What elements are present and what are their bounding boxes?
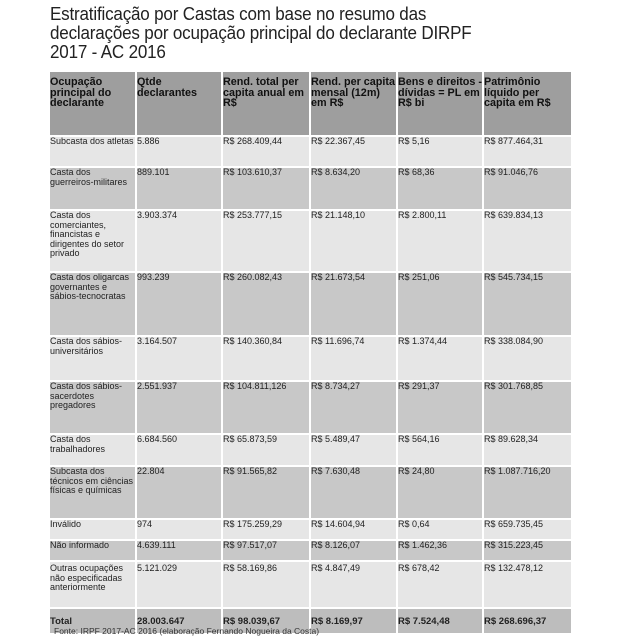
net-worth-cell: R$ 877.464,31	[483, 136, 572, 167]
net-worth-cell: R$ 545.734,15	[483, 272, 572, 336]
table-row	[50, 540, 572, 561]
net-assets-cell: R$ 251,06	[397, 272, 483, 336]
monthly-income-cell: R$ 4.847,49	[310, 561, 397, 608]
header-net-worth-per-capita: Patrimônio líquido per capita em R$	[483, 72, 572, 136]
header-annual-income: Rend. total per capita anual em R$	[222, 72, 310, 136]
annual-income-cell: R$ 65.873,59	[222, 434, 310, 466]
total-label: Total	[50, 608, 136, 634]
annual-income-cell: R$ 268.409,44	[222, 136, 310, 167]
occupation-cell: Subcasta dos atletas	[50, 136, 136, 167]
net-worth-cell: R$ 659.735,45	[483, 519, 572, 540]
table-row	[50, 466, 572, 519]
net-worth-cell: R$ 89.628,34	[483, 434, 572, 466]
page-title: Estratificação por Castas com base no resumo das declarações por ocupação principal do declarante DIRPF 2017 - AC 2016	[50, 3, 472, 62]
total-monthly-income: R$ 8.169,97	[310, 608, 397, 634]
quantity-cell: 4.639.111	[136, 540, 222, 561]
net-worth-cell: R$ 1.087.716,20	[483, 466, 572, 519]
quantity-cell: 6.684.560	[136, 434, 222, 466]
net-assets-cell: R$ 291,37	[397, 381, 483, 434]
monthly-income-cell: R$ 14.604,94	[310, 519, 397, 540]
quantity-cell: 2.551.937	[136, 381, 222, 434]
quantity-cell: 974	[136, 519, 222, 540]
net-assets-cell: R$ 5,16	[397, 136, 483, 167]
source-note: Fonte: IRPF 2017-AC 2016 (elaboração Fernando Nogueira da Costa)	[54, 626, 320, 636]
table-header-row	[50, 72, 572, 136]
quantity-cell: 5.121.029	[136, 561, 222, 608]
net-worth-cell: R$ 315.223,45	[483, 540, 572, 561]
annual-income-cell: R$ 91.565,82	[222, 466, 310, 519]
annual-income-cell: R$ 253.777,15	[222, 210, 310, 272]
total-net-worth: R$ 268.696,37	[483, 608, 572, 634]
annual-income-cell: R$ 58.169,86	[222, 561, 310, 608]
quantity-cell: 3.164.507	[136, 336, 222, 381]
monthly-income-cell: R$ 8.634,20	[310, 167, 397, 210]
table-row	[50, 336, 572, 381]
table-row	[50, 561, 572, 608]
header-monthly-income: Rend. per capita mensal (12m) em R$	[310, 72, 397, 136]
net-worth-cell: R$ 132.478,12	[483, 561, 572, 608]
table-row	[50, 434, 572, 466]
table-row	[50, 136, 572, 167]
occupation-cell: Casta dos sábios-sacerdotes pregadores	[50, 381, 136, 434]
table-row	[50, 210, 572, 272]
net-worth-cell: R$ 338.084,90	[483, 336, 572, 381]
quantity-cell: 889.101	[136, 167, 222, 210]
table-row	[50, 167, 572, 210]
total-net-assets: R$ 7.524,48	[397, 608, 483, 634]
annual-income-cell: R$ 103.610,37	[222, 167, 310, 210]
net-assets-cell: R$ 1.374,44	[397, 336, 483, 381]
occupation-cell: Casta dos oligarcas governantes e sábios-tecnocratas	[50, 272, 136, 336]
net-worth-cell: R$ 639.834,13	[483, 210, 572, 272]
net-assets-cell: R$ 678,42	[397, 561, 483, 608]
monthly-income-cell: R$ 11.696,74	[310, 336, 397, 381]
header-occupation: Ocupação principal do declarante	[50, 72, 136, 136]
net-assets-cell: R$ 68,36	[397, 167, 483, 210]
quantity-cell: 3.903.374	[136, 210, 222, 272]
annual-income-cell: R$ 104.811,126	[222, 381, 310, 434]
quantity-cell: 22.804	[136, 466, 222, 519]
table-row	[50, 272, 572, 336]
net-assets-cell: R$ 564,16	[397, 434, 483, 466]
net-assets-cell: R$ 1.462,36	[397, 540, 483, 561]
annual-income-cell: R$ 140.360,84	[222, 336, 310, 381]
total-annual-income: R$ 98.039,67	[222, 608, 310, 634]
monthly-income-cell: R$ 5.489,47	[310, 434, 397, 466]
occupation-cell: Casta dos guerreiros-militares	[50, 167, 136, 210]
annual-income-cell: R$ 97.517,07	[222, 540, 310, 561]
monthly-income-cell: R$ 21.673,54	[310, 272, 397, 336]
table-row	[50, 381, 572, 434]
header-quantity: Qtde declarantes	[136, 72, 222, 136]
quantity-cell: 993.239	[136, 272, 222, 336]
net-assets-cell: R$ 2.800,11	[397, 210, 483, 272]
annual-income-cell: R$ 175.259,29	[222, 519, 310, 540]
occupation-cell: Casta dos comerciantes, financistas e dirigentes do setor privado	[50, 210, 136, 272]
occupation-cell: Subcasta dos técnicos em ciências físicas e químicas	[50, 466, 136, 519]
monthly-income-cell: R$ 21.148,10	[310, 210, 397, 272]
occupation-cell: Casta dos trabalhadores	[50, 434, 136, 466]
occupation-cell: Inválido	[50, 519, 136, 540]
header-net-assets: Bens e direitos - dívidas = PL em R$ bi	[397, 72, 483, 136]
occupation-cell: Casta dos sábios-universitários	[50, 336, 136, 381]
monthly-income-cell: R$ 7.630,48	[310, 466, 397, 519]
monthly-income-cell: R$ 8.126,07	[310, 540, 397, 561]
occupation-cell: Outras ocupações não especificadas anteriormente	[50, 561, 136, 608]
net-worth-cell: R$ 91.046,76	[483, 167, 572, 210]
table-row	[50, 519, 572, 540]
net-assets-cell: R$ 24,80	[397, 466, 483, 519]
monthly-income-cell: R$ 8.734,27	[310, 381, 397, 434]
net-worth-cell: R$ 301.768,85	[483, 381, 572, 434]
occupation-cell: Não informado	[50, 540, 136, 561]
total-quantity: 28.003.647	[136, 608, 222, 634]
monthly-income-cell: R$ 22.367,45	[310, 136, 397, 167]
annual-income-cell: R$ 260.082,43	[222, 272, 310, 336]
castes-table	[50, 72, 573, 635]
quantity-cell: 5.886	[136, 136, 222, 167]
net-assets-cell: R$ 0,64	[397, 519, 483, 540]
